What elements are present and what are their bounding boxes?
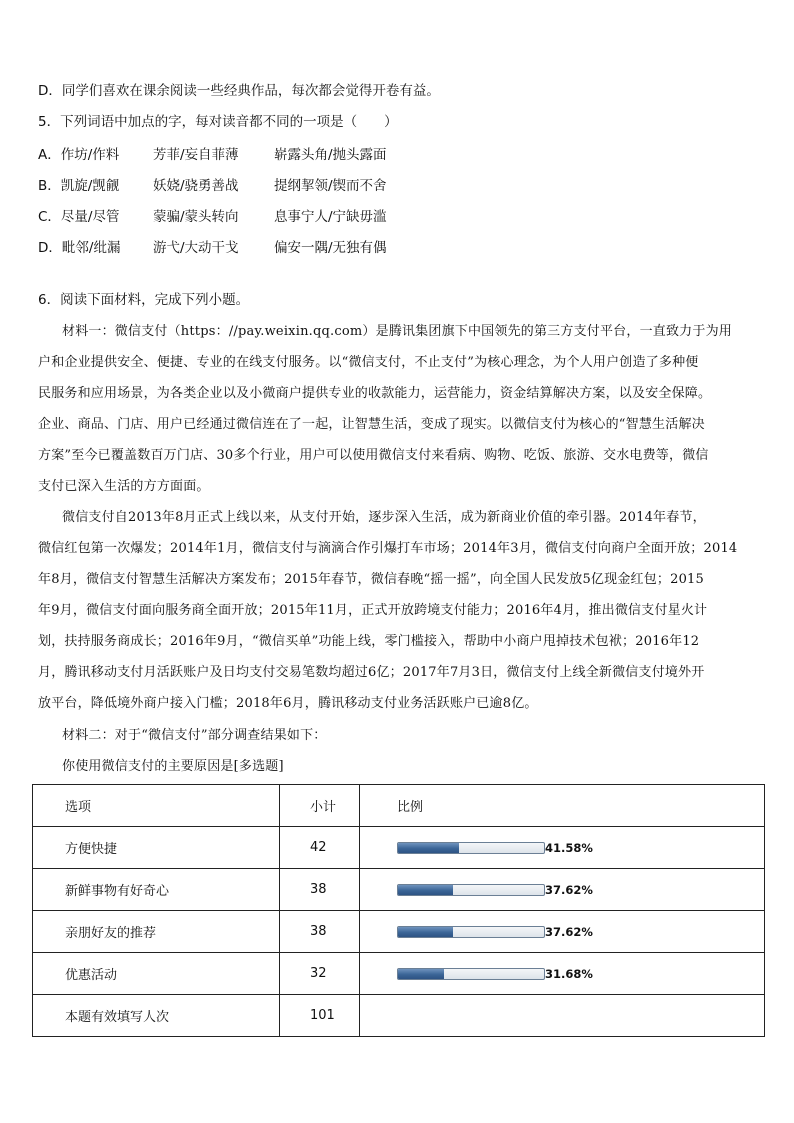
progress-bar-fill <box>398 969 444 979</box>
progress-bar <box>397 968 545 980</box>
material-1-line: 方案”至今已覆盖数百万门店、30多个行业，用户可以使用微信支付来看病、购物、吃饭、旅游、交水电费等，微信 <box>38 448 709 463</box>
q5-option-c-b: 蒙骗/蒙头转向 <box>153 209 239 225</box>
timeline-line: 微信红包第一次爆发；2014年1月，微信支付与滴滴合作引爆打车市场；2014年3月，微信支付向商户全面开放；2014 <box>38 541 738 556</box>
q5-option-d-b: 游弋/大动干戈 <box>153 240 239 256</box>
q5-option-b-c: 提纲挈领/锲而不舍 <box>274 178 387 194</box>
ratio-cell <box>397 883 764 897</box>
q5-option-c-label: C．尽量/尽管 <box>38 209 120 225</box>
row-count: 32 <box>280 953 360 995</box>
table-row <box>33 911 765 953</box>
row-option: 新鲜事物有好奇心 <box>33 869 280 911</box>
survey-table <box>32 784 765 1037</box>
material-1-line: 支付已深入生活的方方面面。 <box>38 479 210 494</box>
ratio-cell <box>397 841 764 855</box>
timeline-line: 年9月，微信支付面向服务商全面开放；2015年11月，正式开放跨境支付能力；2016年4月，推出微信支付星火计 <box>38 603 708 618</box>
survey-question: 你使用微信支付的主要原因是[多选题] <box>62 759 284 774</box>
timeline-line: 年8月，微信支付智慧生活解决方案发布；2015年春节，微信春晚“摇一摇”，向全国人民发放5亿现金红包；2015 <box>38 572 705 587</box>
ratio-cell <box>397 967 764 981</box>
timeline-line: 月，腾讯移动支付月活跃账户及日均支付交易笔数均超过6亿；2017年7月3日，微信支付上线全新微信支付境外开 <box>38 665 705 680</box>
row-count: 38 <box>280 869 360 911</box>
row-count: 38 <box>280 911 360 953</box>
timeline-line: 微信支付自2013年8月正式上线以来，从支付开始，逐步深入生活，成为新商业价值的牵引器。2014年春节， <box>62 510 706 525</box>
timeline-line: 放平台，降低境外商户接入门槛；2018年6月，腾讯移动支付业务活跃账户已逾8亿。 <box>38 696 538 711</box>
progress-bar <box>397 884 545 896</box>
progress-bar <box>397 926 545 938</box>
row-option: 方便快捷 <box>33 827 280 869</box>
header-option: 选项 <box>33 785 280 827</box>
material-1-line: 户和企业提供安全、便捷、专业的在线支付服务。以“微信支付，不止支付”为核心理念，为个人用户创造了多种便 <box>38 355 699 370</box>
header-ratio: 比例 <box>360 785 765 827</box>
progress-bar <box>397 842 545 854</box>
table-row <box>33 953 765 995</box>
question-option-d-line: D．同学们喜欢在课余阅读一些经典作品，每次都会觉得开卷有益。 <box>38 83 440 99</box>
material-2-title: 材料二：对于“微信支付”部分调查结果如下： <box>62 728 327 743</box>
q5-option-b-b: 妖娆/骁勇善战 <box>153 178 239 194</box>
q5-option-d-label: D．毗邻/纰漏 <box>38 240 121 256</box>
ratio-percent: 41.58% <box>545 840 593 855</box>
progress-bar-fill <box>398 927 453 937</box>
timeline-line: 划，扶持服务商成长；2016年9月，“微信买单”功能上线，零门槛接入，帮助中小商户甩掉技术包袱；2016年12 <box>38 634 700 649</box>
table-header-row <box>33 785 765 827</box>
q5-option-a-label: A．作坊/作料 <box>38 147 120 163</box>
q5-option-c-c: 息事宁人/宁缺毋滥 <box>274 209 387 225</box>
ratio-percent: 31.68% <box>545 966 593 981</box>
ratio-cell <box>397 925 764 939</box>
total-count: 101 <box>280 995 360 1037</box>
material-1-line: 民服务和应用场景，为各类企业以及小微商户提供专业的收款能力，运营能力，资金结算解决方案，以及安全保障。 <box>38 386 712 401</box>
row-count: 42 <box>280 827 360 869</box>
q5-option-a-b: 芳菲/妄自菲薄 <box>153 147 239 163</box>
ratio-percent: 37.62% <box>545 924 593 939</box>
total-empty-cell <box>360 995 765 1037</box>
table-row <box>33 827 765 869</box>
progress-bar-fill <box>398 843 459 853</box>
q5-option-a-c: 崭露头角/抛头露面 <box>274 147 387 163</box>
total-label: 本题有效填写人次 <box>33 995 280 1037</box>
question-5-stem: 5．下列词语中加点的字，每对读音都不同的一项是（ ） <box>38 114 398 130</box>
ratio-percent: 37.62% <box>545 882 593 897</box>
q5-option-d-c: 偏安一隅/无独有偶 <box>274 240 387 256</box>
table-row <box>33 869 765 911</box>
material-1-line: 材料一：微信支付（https：//pay.weixin.qq.com）是腾讯集团旗下中国领先的第三方支付平台，一直致力于为用 <box>62 324 732 339</box>
progress-bar-fill <box>398 885 453 895</box>
q5-option-b-label: B．凯旋/觊觎 <box>38 178 120 194</box>
row-option: 亲朋好友的推荐 <box>33 911 280 953</box>
header-count: 小计 <box>280 785 360 827</box>
row-option: 优惠活动 <box>33 953 280 995</box>
material-1-line: 企业、商品、门店、用户已经通过微信连在了一起，让智慧生活，变成了现实。以微信支付为核心的“智慧生活解决 <box>38 417 705 432</box>
question-6-stem: 6．阅读下面材料，完成下列小题。 <box>38 292 250 308</box>
table-total-row <box>33 995 765 1037</box>
